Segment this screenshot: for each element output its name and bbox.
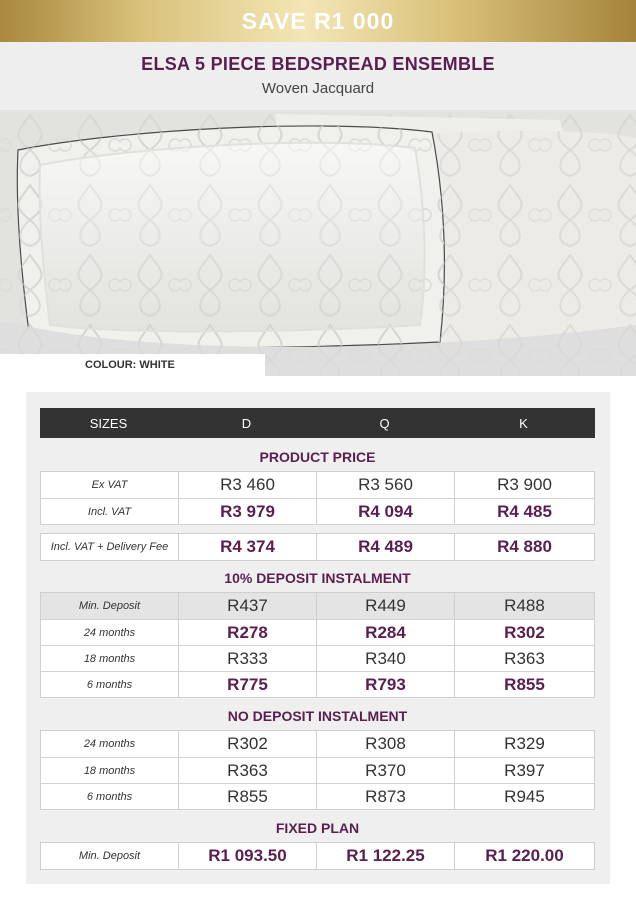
pillow-illustration	[0, 110, 636, 376]
table-row	[41, 645, 594, 671]
price-cell: R3 900	[497, 475, 552, 494]
price-cell: R775	[227, 675, 268, 694]
product-price-title: PRODUCT PRICE	[259, 449, 376, 465]
price-cell: R278	[227, 623, 268, 642]
product-price-table	[40, 471, 595, 525]
table-row	[41, 619, 594, 645]
price-cell: R370	[365, 761, 406, 780]
pricing-panel	[26, 392, 610, 884]
no-deposit-instalment-title: NO DEPOSIT INSTALMENT	[227, 708, 408, 724]
price-cell: R302	[504, 623, 545, 642]
row-label: 18 months	[83, 653, 136, 665]
row-label: 18 months	[83, 765, 136, 777]
price-cell: R793	[365, 675, 406, 694]
row-label: 24 months	[83, 738, 136, 750]
row-label: Min. Deposit	[78, 850, 141, 862]
price-cell: R4 489	[358, 537, 413, 556]
fixed-plan-title: FIXED PLAN	[275, 820, 360, 836]
price-cell: R284	[365, 623, 406, 642]
product-header	[0, 42, 636, 110]
no-deposit-instalment-table	[40, 730, 595, 810]
size-q-header: Q	[379, 416, 390, 431]
table-row	[41, 472, 594, 498]
product-subtitle: Woven Jacquard	[261, 80, 375, 97]
product-photo	[0, 110, 636, 376]
table-row	[41, 534, 594, 560]
price-cell: R855	[227, 787, 268, 806]
price-cell: R4 485	[497, 502, 552, 521]
price-cell: R1 093.50	[208, 846, 287, 865]
save-banner-text: SAVE R1 000	[241, 7, 395, 34]
price-cell: R449	[365, 596, 406, 615]
table-row	[41, 731, 594, 757]
row-label: Ex VAT	[91, 479, 128, 491]
price-cell: R437	[227, 596, 268, 615]
table-row	[41, 843, 594, 869]
size-k-header: K	[519, 416, 528, 431]
size-d-header: D	[241, 416, 252, 431]
price-cell: R945	[504, 787, 545, 806]
deposit-instalment-title: 10% DEPOSIT INSTALMENT	[224, 570, 411, 586]
price-cell: R3 979	[220, 502, 275, 521]
price-cell: R1 220.00	[485, 846, 564, 865]
table-row	[41, 757, 594, 783]
row-label: 24 months	[83, 627, 136, 639]
fixed-plan-table	[40, 842, 595, 870]
price-cell: R855	[504, 675, 545, 694]
price-cell: R363	[227, 761, 268, 780]
row-label: 6 months	[86, 791, 133, 803]
table-row	[41, 783, 594, 809]
product-title: ELSA 5 PIECE BEDSPREAD ENSEMBLE	[141, 54, 495, 74]
price-cell: R308	[365, 734, 406, 753]
price-cell: R4 880	[497, 537, 552, 556]
price-cell: R302	[227, 734, 268, 753]
price-cell: R397	[504, 761, 545, 780]
price-cell: R873	[365, 787, 406, 806]
save-banner	[0, 0, 636, 42]
price-cell: R488	[504, 596, 545, 615]
delivery-price-table	[40, 533, 595, 561]
sizes-header-row	[40, 408, 595, 438]
price-cell: R3 460	[220, 475, 275, 494]
price-cell: R4 374	[220, 537, 275, 556]
price-cell: R333	[227, 649, 268, 668]
deposit-instalment-table	[40, 592, 595, 698]
table-row	[41, 498, 594, 524]
table-row	[41, 671, 594, 697]
row-label: Incl. VAT + Delivery Fee	[50, 541, 169, 553]
row-label: 6 months	[86, 679, 133, 691]
price-cell: R363	[504, 649, 545, 668]
row-label: Incl. VAT	[87, 506, 132, 518]
price-cell: R3 560	[358, 475, 413, 494]
price-cell: R340	[365, 649, 406, 668]
price-cell: R4 094	[358, 502, 413, 521]
table-row	[41, 593, 594, 619]
row-label: Min. Deposit	[78, 600, 141, 612]
colour-label: COLOUR: WHITE	[0, 354, 265, 376]
price-cell: R329	[504, 734, 545, 753]
price-cell: R1 122.25	[346, 846, 425, 865]
sizes-header-label: SIZES	[89, 416, 128, 431]
